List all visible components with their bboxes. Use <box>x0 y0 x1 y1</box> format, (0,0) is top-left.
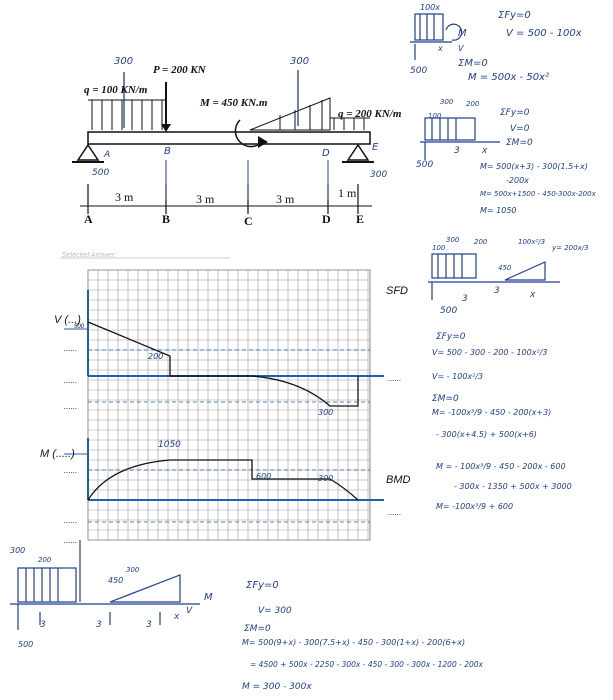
note-third-eq6: - 300(x+4.5) + 500(x+6) <box>436 430 537 439</box>
note-mid-300: 300 <box>440 98 454 106</box>
note-top-v: V <box>458 44 464 53</box>
reaction-a: 500 <box>92 168 110 178</box>
sfd-val-200: 200 <box>148 352 164 361</box>
sfd-dots-2: ...... <box>64 402 78 411</box>
note-mid-x: x <box>482 146 488 156</box>
note-third-eq5: M= -100x³/9 - 450 - 200(x+3) <box>432 408 552 417</box>
note-top-500: 500 <box>410 66 428 76</box>
note-third-100: 100 <box>432 244 446 252</box>
point-c: C <box>244 214 253 228</box>
support-e <box>348 145 368 160</box>
note-bot-eq6: M = 300 - 300x <box>242 682 312 692</box>
span-bc: 3 m <box>196 192 215 206</box>
q-right-label: q = 200 KN/m <box>338 108 402 120</box>
q-left-label: q = 100 KN/m <box>84 84 148 96</box>
note-third-450: 450 <box>498 264 512 272</box>
note-top-eq4: M = 500x - 50x² <box>468 72 549 83</box>
note-bot-200: 200 <box>38 556 52 564</box>
reaction-e: 300 <box>370 170 388 180</box>
note-third-500: 500 <box>440 306 458 316</box>
sfd-val-500: 500 <box>74 324 85 330</box>
note-b: B <box>164 146 171 157</box>
point-d: D <box>322 212 331 226</box>
span-ab: 3 m <box>115 190 134 204</box>
p-load-label: P = 200 KN <box>153 64 206 76</box>
bmd-dots-3: ...... <box>388 508 402 517</box>
note-bot-3c: 3 <box>146 620 152 630</box>
note-bot-300: 300 <box>10 546 26 555</box>
span-de: 1 m <box>338 186 357 200</box>
note-third-3b: 3 <box>494 286 500 296</box>
sfd-val-300: 300 <box>318 408 334 417</box>
note-a: A <box>104 150 111 160</box>
note-third-300: 300 <box>446 236 460 244</box>
note-bot-300b: 300 <box>126 566 140 574</box>
note-mid-eq1: ΣFy=0 <box>500 108 530 118</box>
note-top-x: x <box>438 44 443 53</box>
note-d: D <box>322 148 330 159</box>
note-third-frac: 100x²/3 <box>518 238 546 246</box>
point-b: B <box>162 212 171 226</box>
note-third-x: x <box>530 290 536 300</box>
note-third-eq8: - 300x - 1350 + 500x + 3000 <box>454 482 572 491</box>
note-third-eq4: ΣM=0 <box>432 394 459 404</box>
note-bot-3a: 3 <box>40 620 46 630</box>
note-third-eq9: M= -100x³/9 + 600 <box>436 502 514 511</box>
point-e: E <box>356 212 365 226</box>
note-mid-eq6: M= 500x+1500 - 450-300x-200x <box>480 190 596 198</box>
note-third-eq1: ΣFy=0 <box>436 332 466 342</box>
note-bot-500: 500 <box>18 640 34 649</box>
note-top-eq3: ΣM=0 <box>458 58 488 69</box>
note-top-eq1: ΣFy=0 <box>498 10 531 21</box>
note-300-right: 300 <box>290 56 310 67</box>
note-third-eq3: V= - 100x²/3 <box>432 372 484 381</box>
note-bot-m: M <box>204 592 213 603</box>
note-mid-200: 200 <box>466 100 480 108</box>
bmd-val-1050: 1050 <box>158 440 181 450</box>
beam <box>88 132 370 144</box>
note-third-3a: 3 <box>462 294 468 304</box>
sfd-ylabel: V (...) <box>54 314 81 326</box>
note-mid-100: 100 <box>428 112 442 120</box>
note-bot-v: V <box>186 606 193 616</box>
note-mid-eq4: M= 500(x+3) - 300(1.5+x) <box>480 162 588 171</box>
sfd-dots-4: ...... <box>64 376 78 385</box>
note-top-eq2: V = 500 - 100x <box>506 28 582 39</box>
bmd-ylabel: M (.....) <box>40 448 75 460</box>
point-a: A <box>84 212 93 226</box>
note-mid-500: 500 <box>416 160 434 170</box>
bmd-dots-4: ...... <box>64 536 78 545</box>
faded-watermark: Selected Answer: <box>62 252 117 259</box>
sfd-dots-3: ...... <box>388 374 402 383</box>
bmd-val-600: 600 <box>256 472 272 481</box>
note-top-m: M <box>458 28 467 39</box>
note-bot-x: x <box>174 612 180 622</box>
note-mid-eq5: -200x <box>506 176 529 185</box>
note-300-left: 300 <box>114 56 134 67</box>
note-e: E <box>372 142 379 153</box>
note-bot-450: 450 <box>108 576 124 585</box>
note-bot-eq3: ΣM=0 <box>244 624 271 634</box>
note-third-eq7: M = - 100x³/9 - 450 - 200x - 600 <box>436 462 566 471</box>
note-top-box: 100x <box>420 3 441 12</box>
sfd-curve <box>88 322 358 406</box>
note-third-eq2: V= 500 - 300 - 200 - 100x²/3 <box>432 348 548 357</box>
note-bot-3b: 3 <box>96 620 102 630</box>
sfd-dots-1: ...... <box>64 344 78 353</box>
note-third-200: 200 <box>474 238 488 246</box>
note-bot-eq2: V= 300 <box>258 606 292 616</box>
sfd-title: SFD <box>386 285 408 297</box>
note-third-yeq: y= 200x/3 <box>552 244 589 252</box>
moment-label: M = 450 KN.m <box>200 97 268 109</box>
note-mid-eq3: ΣM=0 <box>506 138 533 148</box>
bmd-dots-2: ...... <box>64 516 78 525</box>
note-mid-eq7: M= 1050 <box>480 206 517 215</box>
span-cd: 3 m <box>276 192 295 206</box>
note-mid-3: 3 <box>454 146 460 156</box>
bmd-dots-1: ...... <box>64 466 78 475</box>
note-bot-eq5: = 4500 + 500x - 2250 - 300x - 450 - 300 - 300x - 1200 - 200x <box>250 660 483 669</box>
bmd-val-300: 300 <box>318 474 334 483</box>
note-bot-eq1: ΣFy=0 <box>246 580 279 591</box>
support-a <box>78 145 98 160</box>
diagram-grid <box>64 270 384 540</box>
note-mid-eq2: V=0 <box>510 124 530 134</box>
udl-left-arrows <box>92 100 162 130</box>
note-bot-eq4: M= 500(9+x) - 300(7.5+x) - 450 - 300(1+x) - 200(6+x) <box>242 638 466 647</box>
bmd-title: BMD <box>386 474 411 486</box>
